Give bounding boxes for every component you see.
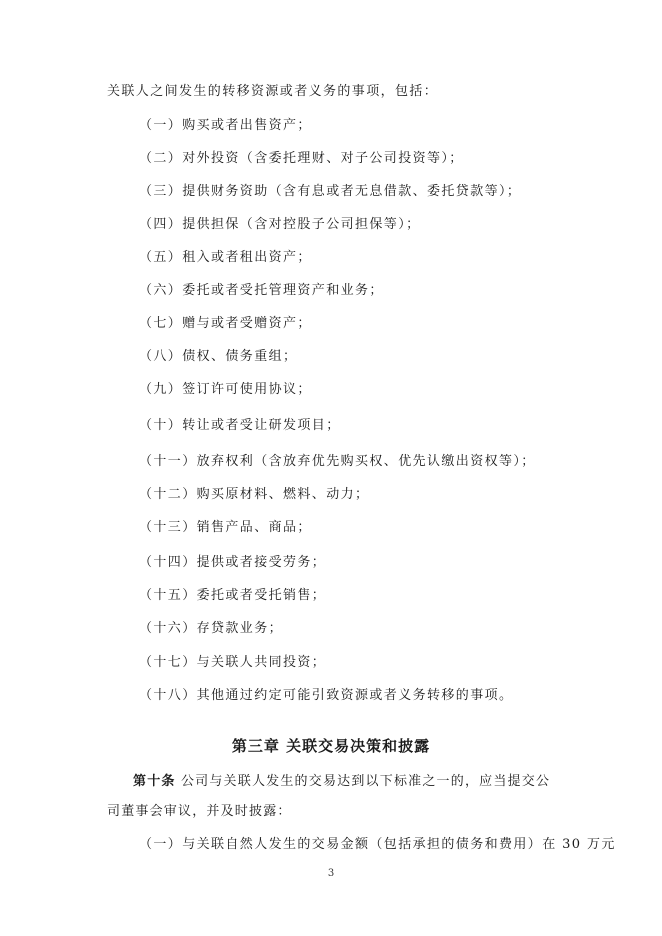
list-item: （四）提供担保（含对控股子公司担保等）； bbox=[139, 217, 421, 232]
list-item: （十）转让或者受让研发项目； bbox=[139, 418, 341, 433]
list-item: （十二）购买原材料、燃料、动力； bbox=[139, 487, 370, 502]
list-item: （九）签订许可使用协议； bbox=[139, 382, 312, 397]
list-item: （十七）与关联人共同投资； bbox=[139, 655, 327, 670]
list-item: （十三）销售产品、商品； bbox=[139, 520, 312, 535]
list-item: （五）租入或者租出资产； bbox=[139, 250, 312, 265]
chapter-title: 第三章 关联交易决策和披露 bbox=[231, 737, 431, 755]
list-item: （十四）提供或者接受劳务； bbox=[139, 555, 327, 570]
page-number: 3 bbox=[327, 868, 335, 879]
list-item: （十一）放弃权利（含放弃优先购买权、优先认缴出资权等）； bbox=[139, 454, 536, 469]
list-item: （三）提供财务资助（含有息或者无息借款、委托贷款等）； bbox=[139, 184, 522, 199]
list-item: （六）委托或者受托管理资产和业务； bbox=[139, 283, 384, 298]
list-item: （十八）其他通过约定可能引致资源或者义务转移的事项。 bbox=[139, 688, 514, 703]
list-item: （一）与关联自然人发生的交易金额（包括承担的债务和费用）在 30 万元 bbox=[139, 837, 616, 852]
list-item: （八）债权、债务重组； bbox=[139, 349, 298, 364]
list-item: （一）购买或者出售资产； bbox=[139, 118, 312, 133]
intro-paragraph: 关联人之间发生的转移资源或者义务的事项，包括： bbox=[107, 84, 439, 99]
article-paragraph bbox=[107, 767, 557, 827]
list-item: （二）对外投资（含委托理财、对子公司投资等）； bbox=[139, 151, 464, 166]
list-item: （七）赠与或者受赠资产； bbox=[139, 316, 312, 331]
article-number: 第十条 bbox=[133, 774, 176, 789]
list-item: （十六）存贷款业务； bbox=[139, 621, 284, 636]
list-item: （十五）委托或者受托销售； bbox=[139, 588, 327, 603]
article-text: 公司与关联人发生的交易达到以下标准之一的，应当提交公司董事会审议，并及时披露： bbox=[107, 774, 551, 819]
